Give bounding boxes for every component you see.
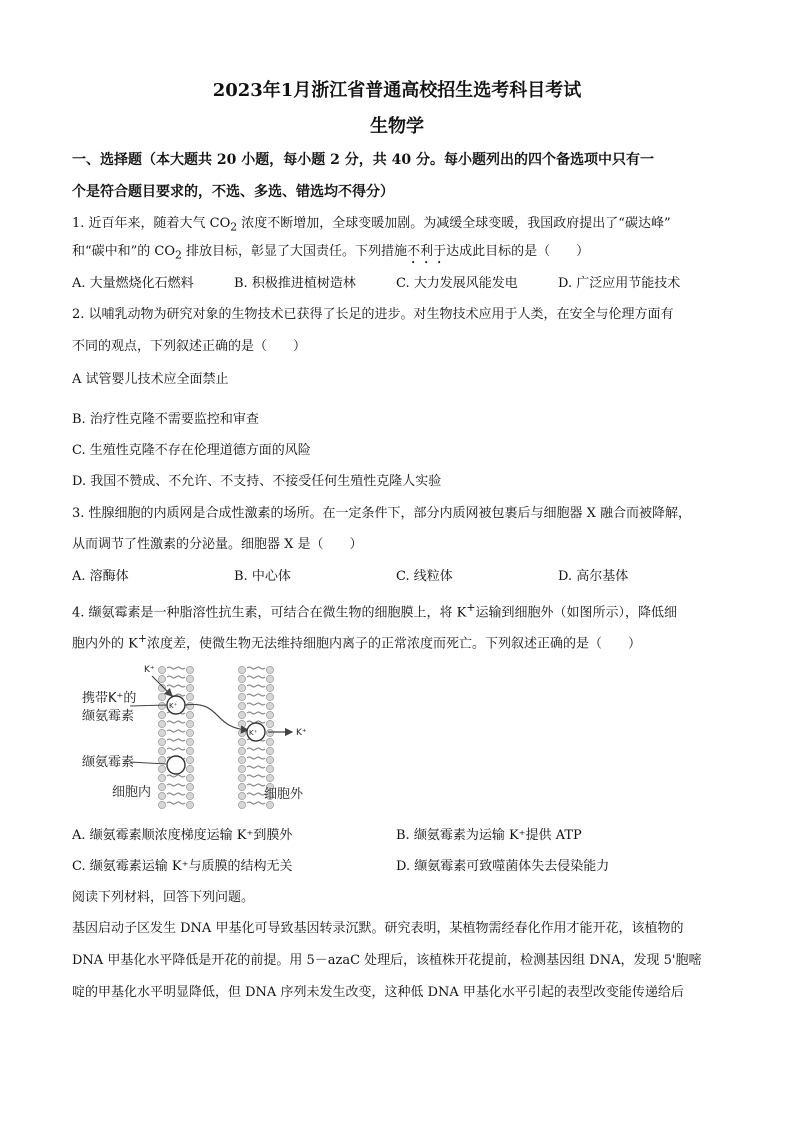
ion-label-carrier-left: K⁺ <box>169 702 178 710</box>
q4-stem-line1: 4. 缬氨霉素是一种脂溶性抗生素，可结合在微生物的细胞膜上，将 K+运输到细胞外（如图所示），降低细 <box>72 601 677 621</box>
q4-stem-line2: 胞内外的 K+浓度差，使微生物无法维持细胞内离子的正常浓度而死亡。下列叙述正确的是（ ） <box>72 632 641 652</box>
q3-option-d: D. 高尔基体 <box>558 569 629 584</box>
reading-para-line2: DNA 甲基化水平降低是开花的前提。用 5－azaC 处理后，该植株开花提前，检测基因组 DNA，发现 5'胞嘧 <box>72 953 702 968</box>
lipid-head <box>158 801 165 808</box>
q1-option-c: C. 大力发展风能发电 <box>396 276 518 291</box>
ion-label-carrier-right: K⁺ <box>249 729 258 737</box>
lipid-head <box>158 783 165 790</box>
lipid-head <box>266 774 273 781</box>
lipid-head <box>186 666 193 673</box>
q4-option-b: B. 缬氨霉素为运输 K⁺提供 ATP <box>396 828 582 843</box>
lipid-head <box>158 675 165 682</box>
q4-option-d: D. 缬氨霉素可致噬菌体失去侵染能力 <box>396 859 610 874</box>
lipid-head <box>186 738 193 745</box>
q2-stem-line2: 不同的观点，下列叙述正确的是（ ） <box>72 339 307 354</box>
lipid-head <box>238 783 245 790</box>
lipid-head <box>158 774 165 781</box>
lipid-head <box>238 729 245 736</box>
lipid-head <box>158 765 165 772</box>
lipid-head <box>186 774 193 781</box>
q1-option-a: A. 大量燃烧化石燃料 <box>72 276 194 291</box>
lipid-head <box>186 684 193 691</box>
lipid-head <box>238 666 245 673</box>
reading-para-line1: 基因启动子区发生 DNA 甲基化可导致基因转录沉默。研究表明，某植物需经春化作用才能开花，该植物的 <box>72 921 684 936</box>
lipid-head <box>238 675 245 682</box>
lipid-head <box>186 702 193 709</box>
q1-stem-line1: 1. 近百年来，随着大气 $CO_2$ 浓度不断增加，全球变暖加剧。为减缓全球变暖，我国政府提出了“碳达峰” <box>72 216 671 234</box>
lipid-head <box>266 675 273 682</box>
lipid-head <box>238 774 245 781</box>
lipid-head <box>266 747 273 754</box>
lipid-head <box>158 693 165 700</box>
lipid-head <box>158 720 165 727</box>
q1-option-d: D. 广泛应用节能技术 <box>558 276 681 291</box>
subject-title: 生物学 <box>370 116 424 137</box>
lipid-head <box>186 765 193 772</box>
q4-option-c: C. 缬氨霉素运输 K⁺与质膜的结构无关 <box>72 859 293 874</box>
lipid-head <box>238 711 245 718</box>
lipid-head <box>238 765 245 772</box>
lipid-head <box>266 693 273 700</box>
lipid-head <box>238 738 245 745</box>
lipid-head <box>266 702 273 709</box>
valinomycin-figure <box>72 660 332 820</box>
q3-stem-line1: 3. 性腺细胞的内质网是合成性激素的场所。在一定条件下，部分内质网被包裹后与细胞器 X 融合而被降解， <box>72 506 692 521</box>
section-heading-line2: 个是符合题目要求的，不选、多选、错选均不得分） <box>72 184 394 200</box>
q2-option-c: C. 生殖性克隆不存在伦理道德方面的风险 <box>72 443 311 458</box>
lipid-head <box>266 801 273 808</box>
label-inside: 细胞内 <box>112 785 152 800</box>
q3-option-a: A. 溶酶体 <box>72 569 129 584</box>
lipid-head <box>266 729 273 736</box>
lipid-head <box>158 711 165 718</box>
lipid-head <box>186 747 193 754</box>
lipid-head <box>158 666 165 673</box>
label-carrier-line1: 携带K⁺的 <box>82 691 137 706</box>
lipid-head <box>158 729 165 736</box>
lipid-head <box>186 801 193 808</box>
lipid-head <box>238 747 245 754</box>
reading-para-line3: 啶的甲基化水平明显降低，但 DNA 序列未发生改变，这种低 DNA 甲基化水平引起的表型改变能传递给后 <box>72 985 684 1000</box>
q3-option-b: B. 中心体 <box>234 569 291 584</box>
lipid-head <box>238 684 245 691</box>
q1-stem-line2: 和“碳中和”的 $CO_2$ 排放目标，彰显了大国责任。下列措施不利于达成此目标的是（ ） <box>72 244 590 262</box>
ion-label-incoming: K⁺ <box>144 665 155 675</box>
exam-title: 2023年1月浙江省普通高校招生选考科目考试 <box>212 80 582 101</box>
label-outside: 细胞外 <box>264 787 304 802</box>
lipid-head <box>266 756 273 763</box>
lipid-head <box>158 747 165 754</box>
lipid-head <box>266 720 273 727</box>
label-carrier-line2: 缬氨霉素 <box>82 709 135 724</box>
lipid-head <box>186 783 193 790</box>
transport-path-arrow <box>185 704 248 730</box>
lipid-head <box>266 711 273 718</box>
lipid-head <box>186 711 193 718</box>
q1-emphasis: 不利于 <box>407 244 447 259</box>
q3-stem-line2: 从而调节了性激素的分泌量。细胞器 X 是（ ） <box>72 537 363 552</box>
lipid-head <box>186 693 193 700</box>
lipid-head <box>238 693 245 700</box>
lipid-head <box>238 720 245 727</box>
ion-label-outgoing: K⁺ <box>296 728 307 738</box>
lipid-head <box>186 720 193 727</box>
lipid-head <box>238 792 245 799</box>
q4-option-a: A. 缬氨霉素顺浓度梯度运输 K⁺到膜外 <box>72 828 293 843</box>
lipid-head <box>266 666 273 673</box>
lipid-head <box>266 738 273 745</box>
lipid-head <box>266 765 273 772</box>
lipid-head <box>186 756 193 763</box>
lipid-head <box>158 792 165 799</box>
lipid-head <box>158 738 165 745</box>
q1-option-b: B. 积极推进植树造林 <box>234 276 356 291</box>
reading-intro: 阅读下列材料，回答下列问题。 <box>72 890 255 905</box>
q2-option-d: D. 我国不赞成、不允许、不支持、不接受任何生殖性克隆人实验 <box>72 474 442 489</box>
lipid-head <box>158 702 165 709</box>
lipid-head <box>186 729 193 736</box>
q2-stem-line1: 2. 以哺乳动物为研究对象的生物技术已获得了长足的进步。对生物技术应用于人类，在安全与伦理方面有 <box>72 307 674 322</box>
valinomycin-empty-circle <box>167 756 185 774</box>
q2-option-a: A 试管婴儿技术应全面禁止 <box>72 372 229 387</box>
section-heading-line1: 一、选择题（本大题共 20 小题，每小题 2 分，共 40 分。每小题列出的四个备选项中只有一 <box>72 152 654 168</box>
lipid-head <box>238 756 245 763</box>
label-valinomycin: 缬氨霉素 <box>82 755 135 770</box>
lipid-head <box>238 801 245 808</box>
q3-option-c: C. 线粒体 <box>396 569 453 584</box>
lipid-head <box>266 684 273 691</box>
lipid-head <box>158 756 165 763</box>
lipid-head <box>186 792 193 799</box>
lipid-head <box>238 702 245 709</box>
lipid-head <box>186 675 193 682</box>
q2-option-b: B. 治疗性克隆不需要监控和审查 <box>72 412 259 427</box>
